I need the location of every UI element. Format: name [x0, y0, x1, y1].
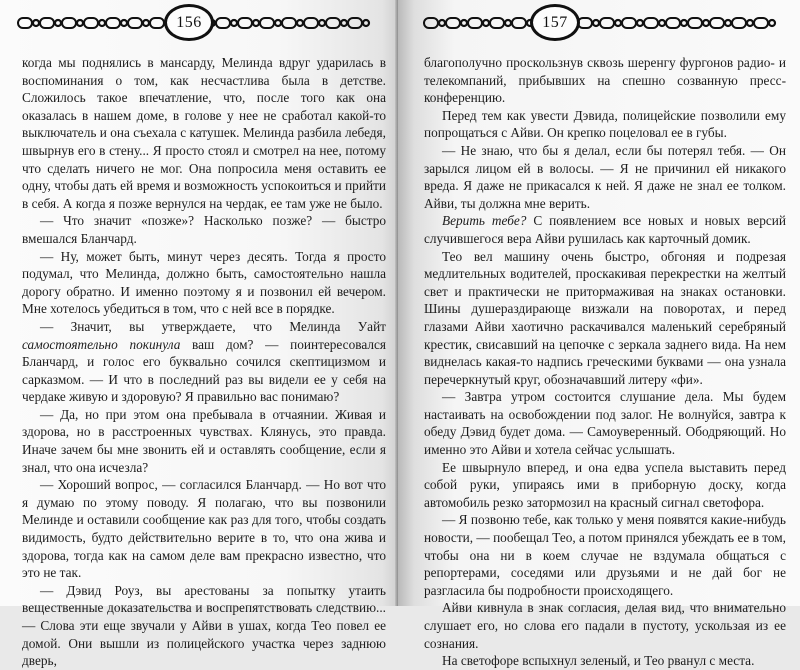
chain-link: [710, 18, 724, 28]
paragraph: [424, 511, 786, 599]
chain-link: [238, 18, 252, 28]
chain-link: [424, 18, 438, 28]
text-run: — Не знаю, что бы я делал, если бы потерял тебя. — Он зарылся лицом ей в волосы. — Я не причинил ей никакого вреда. Я даже не прикасался к ней. Я даже не знал ее толком. Айви, ты должна мне верить.: [424, 142, 786, 211]
chain-link: [446, 18, 460, 28]
chain-link: [55, 20, 61, 26]
chain-link: [297, 20, 303, 26]
chain-link: [143, 20, 149, 26]
text-run: Айви кивнула в знак согласия, делая вид, что внимательно слушает его, но слова его падали в пустоту, ускользая из ее сознания.: [424, 600, 786, 651]
chain-link: [348, 18, 362, 28]
chain-link: [216, 18, 230, 28]
chain-link: [253, 20, 259, 26]
chain-link: [505, 20, 511, 26]
chain-link: [260, 18, 274, 28]
paragraph: [424, 388, 786, 458]
paragraph: [424, 142, 786, 212]
chain-link: [40, 18, 54, 28]
chain-link: [439, 20, 445, 26]
chain-link: [483, 20, 489, 26]
chain-link: [754, 18, 768, 28]
chain-link: [150, 18, 164, 28]
chain-link: [637, 20, 643, 26]
chain-link: [304, 18, 318, 28]
chain-link: [33, 20, 39, 26]
page-number-badge-left: [164, 4, 214, 41]
paragraph: [22, 248, 386, 318]
paragraph: [424, 54, 786, 107]
page-number-right: 157: [542, 13, 568, 31]
paragraph: [22, 406, 386, 476]
chain-ornament-right: [424, 17, 786, 29]
chain-link: [77, 20, 83, 26]
chain-link: [341, 20, 347, 26]
chain-link: [319, 20, 325, 26]
italic-text: самостоятельно покинула: [22, 336, 181, 352]
chain-link: [363, 20, 369, 26]
paragraph: [424, 248, 786, 389]
chain-link: [62, 18, 76, 28]
text-run: — Я позвоню тебе, как только у меня появятся какие-нибудь новости, — пообещал Тео, а потом принялся убеждать ее в том, чтобы она ни в коем случае не вздумала общаться с репортерами, соседями или друзьями и не дай бог не разгласила бы подробности происходящего.: [424, 512, 786, 598]
chain-link: [490, 18, 504, 28]
chain-link: [659, 20, 665, 26]
text-run: ваш дом? — поинтересовался Бланчард, и голос его буквально сочился скептицизмом и сарказмом. — И что в последний раз вы видели ее у себя на чердаке живую и здоровую? Я правильно вас понимаю?: [22, 336, 386, 405]
text-run: — Ну, может быть, минут через десять. Тогда я просто подумал, что Мелинда, должно быть, самостоятельно нашла дорогу обратно. И именно поэтому я и позвонил ей вечером. Мне хотелось убедиться в том, что с ней все в порядке.: [22, 248, 386, 317]
chain-link: [703, 20, 709, 26]
paragraph: [22, 318, 386, 406]
chain-link: [84, 18, 98, 28]
chain-link: [512, 18, 526, 28]
chain-link: [747, 20, 753, 26]
text-run: — Хороший вопрос, — согласился Бланчард. — Но вот что я думаю по этому поводу. Я полагаю, что вы позвонили Мелинде и оставили сообщение как раз для того, чтобы создать видимость, будто действительно верите в то, что она жива и здорова, тогда как на самом деле вам прекрасно известно, что это не так.: [22, 477, 386, 581]
chain-ornament-svg: [424, 17, 786, 29]
chain-link: [769, 20, 775, 26]
chain-link: [600, 18, 614, 28]
text-run: — Значит, вы утверждаете, что Мелинда Уайт: [40, 318, 386, 334]
page-number-left: 156: [176, 13, 202, 31]
paragraph: [22, 212, 386, 247]
chain-link: [725, 20, 731, 26]
chain-link: [468, 18, 482, 28]
chain-link: [106, 18, 120, 28]
chain-link: [231, 20, 237, 26]
paragraph: [22, 476, 386, 582]
chain-link: [121, 20, 127, 26]
paragraph: [424, 107, 786, 142]
chain-link: [275, 20, 281, 26]
chain-link: [578, 18, 592, 28]
text-run: — Дэвид Роуз, вы арестованы за попытку утаить вещественные доказательства и воспрепятствовать следствию... — Слова эти еще звучали у Айви в ушах, когда Тео повел ее домой. Они вышли из полицейского участка через заднюю дверь,: [22, 582, 386, 669]
chain-link: [593, 20, 599, 26]
chain-link: [681, 20, 687, 26]
chain-link: [644, 18, 658, 28]
chain-link: [622, 18, 636, 28]
paragraph: [424, 212, 786, 247]
text-run: С появлением все новых и новых версий случившегося вера Айви рушилась как карточный домик.: [424, 213, 786, 246]
text-run: Тео вел машину очень быстро, обгоняя и подрезая медлительных водителей, проскакивая перекрестки на желтый свет и практически не притормаживая на знаках остановки. Шины душераздирающе визжали на поворотах, и перед глазами Айви хаотично раскачивался маленький серебряный крестик, свисавший на цепочке с зеркала заднего вида. На нем виднелась какая-то надпись греческими буквами — она узнала перечеркнутый круг, обозначавший литеру «фи».: [424, 248, 786, 387]
left-page: [0, 0, 398, 669]
paragraph: [424, 652, 786, 670]
paragraph: [424, 459, 786, 512]
chain-link: [688, 18, 702, 28]
text-run: — Завтра утром состоится слушание дела. Мы будем настаивать на освобождении под залог. Не волнуйся, завтра к обеду Дэвид будет дома. — Самоуверенный. Ободряющий. Но именно это Айви и хотела сейчас услышать.: [424, 389, 786, 458]
chain-link: [666, 18, 680, 28]
text-run: благополучно проскользнув сквозь шеренгу фургонов радио- и телекомпаний, прибывших на спешно созванную пресс-конференцию.: [424, 55, 786, 106]
chain-link: [99, 20, 105, 26]
chain-link: [732, 18, 746, 28]
chain-link: [128, 18, 142, 28]
paragraph: [22, 54, 386, 212]
chain-link: [18, 18, 32, 28]
chain-link: [326, 18, 340, 28]
right-page-text: [424, 54, 786, 670]
text-run: Перед тем как увести Дэвида, полицейские позволили ему попрощаться с Айви. Он крепко поцеловал ее в губы.: [424, 107, 786, 141]
chain-link: [461, 20, 467, 26]
text-run: На светофоре вспыхнул зеленый, и Тео рванул с места.: [442, 653, 755, 669]
paragraph: [22, 582, 386, 670]
paragraph: [424, 599, 786, 652]
right-page: [398, 0, 800, 669]
text-run: Ее швырнуло вперед, и она едва успела выставить перед собой руки, упираясь ими в приборную доску, когда автомобиль резко затормозил на красный сигнал светофора.: [424, 459, 786, 510]
text-run: — Да, но при этом она пребывала в отчаянии. Живая и здорова, но в расстроенных чувствах. Клянусь, это правда. Иначе зачем бы мне звонить ей и оставлять сообщение, если я знал, что она исчезла?: [22, 406, 386, 475]
text-run: — Что значит «позже»? Насколько позже? — быстро вмешался Бланчард.: [22, 213, 386, 246]
italic-text: Верить тебе?: [442, 213, 527, 229]
chain-link: [615, 20, 621, 26]
text-run: когда мы поднялись в мансарду, Мелинда вдруг ударилась в воспоминания о том, как несчастлива была в детстве. Сложилось такое впечатление, что, после того как она оказалась в нашем доме, в голове у нее не сработал какой-то выключатель и она съехала с катушек. Мелинда разбила лебедя, швырнув его в стену... Я просто стоял и смотрел на нее, потому что сделать ничего не мог. Она попросила меня оставить ее одну, чтобы дать ей время и возможность успокоиться и прийти в себя. А когда я позже вернулся на чердак, ее там уже не было.: [22, 55, 386, 211]
left-page-text: [22, 54, 386, 670]
chain-link: [282, 18, 296, 28]
page-number-badge-right: [530, 4, 580, 41]
